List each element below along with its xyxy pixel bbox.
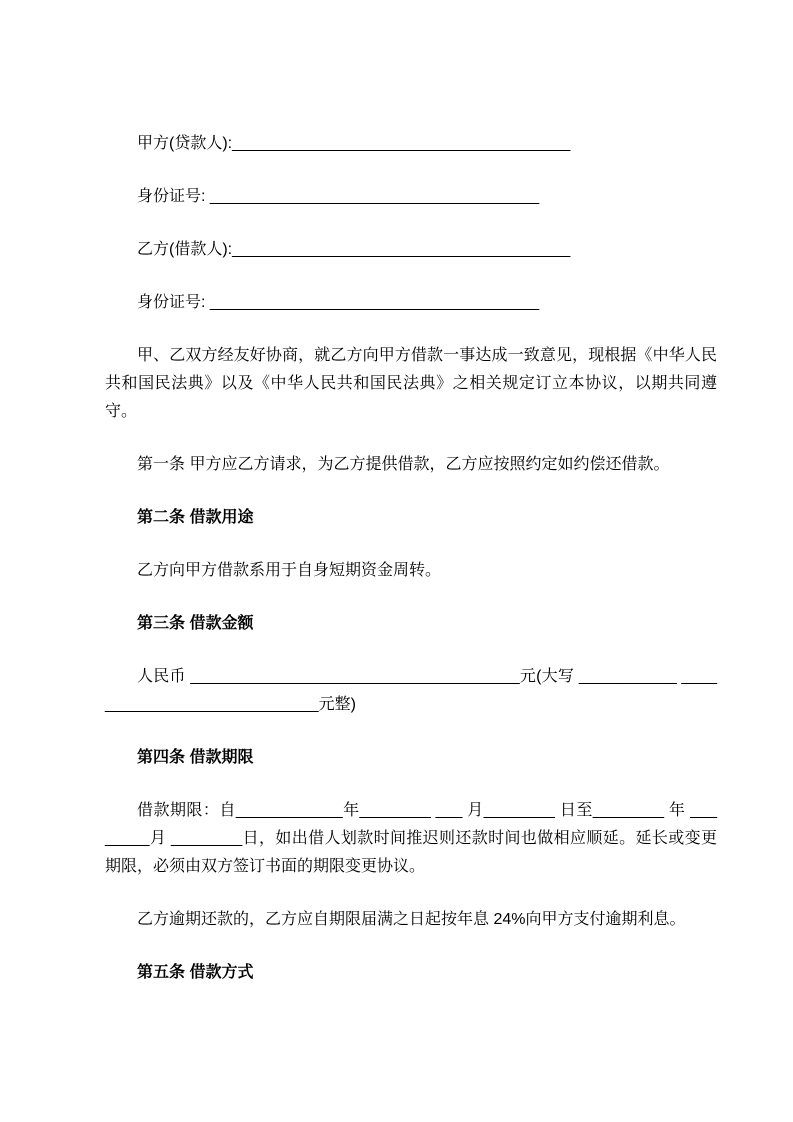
article-2-heading: 第二条 借款用途 <box>137 509 254 526</box>
article-2-body: 乙方向甲方借款系用于自身短期资金周转。 <box>137 562 442 579</box>
loan-amount-line: 人民币 _____________________________________元(大写 ___________ ____________________________元整) <box>105 668 717 713</box>
article-5-heading: 第五条 借款方式 <box>137 964 254 981</box>
party-a-line: 甲方(贷款人):______________________________________ <box>137 135 571 152</box>
party-a-id-line: 身份证号: _____________________________________ <box>137 188 540 205</box>
article-1-paragraph: 第一条 甲方应乙方请求，为乙方提供借款，乙方应按照约定如约偿还借款。 <box>137 456 670 473</box>
loan-term-paragraph: 借款期限：自____________年________ ___ 月________ 日至________ 年 ________月 ________日，如出借人划款时间推迟则还款时间也做相应顺延。延长或变更期限，必须由双方签订书面的期限变更协议。 <box>105 802 717 875</box>
article-4-heading: 第四条 借款期限 <box>137 749 254 766</box>
preamble-paragraph: 甲、乙双方经友好协商，就乙方向甲方借款一事达成一致意见，现根据《中华人民共和国民法典》以及《中华人民共和国民法典》之相关规定订立本协议，以期共同遵守。 <box>105 347 717 420</box>
article-3-heading: 第三条 借款金额 <box>137 615 254 632</box>
party-b-line: 乙方(借款人):______________________________________ <box>137 241 571 258</box>
overdue-interest-paragraph: 乙方逾期还款的，乙方应自期限届满之日起按年息 24%向甲方支付逾期利息。 <box>137 911 686 928</box>
party-b-id-line: 身份证号: _____________________________________ <box>137 294 540 311</box>
